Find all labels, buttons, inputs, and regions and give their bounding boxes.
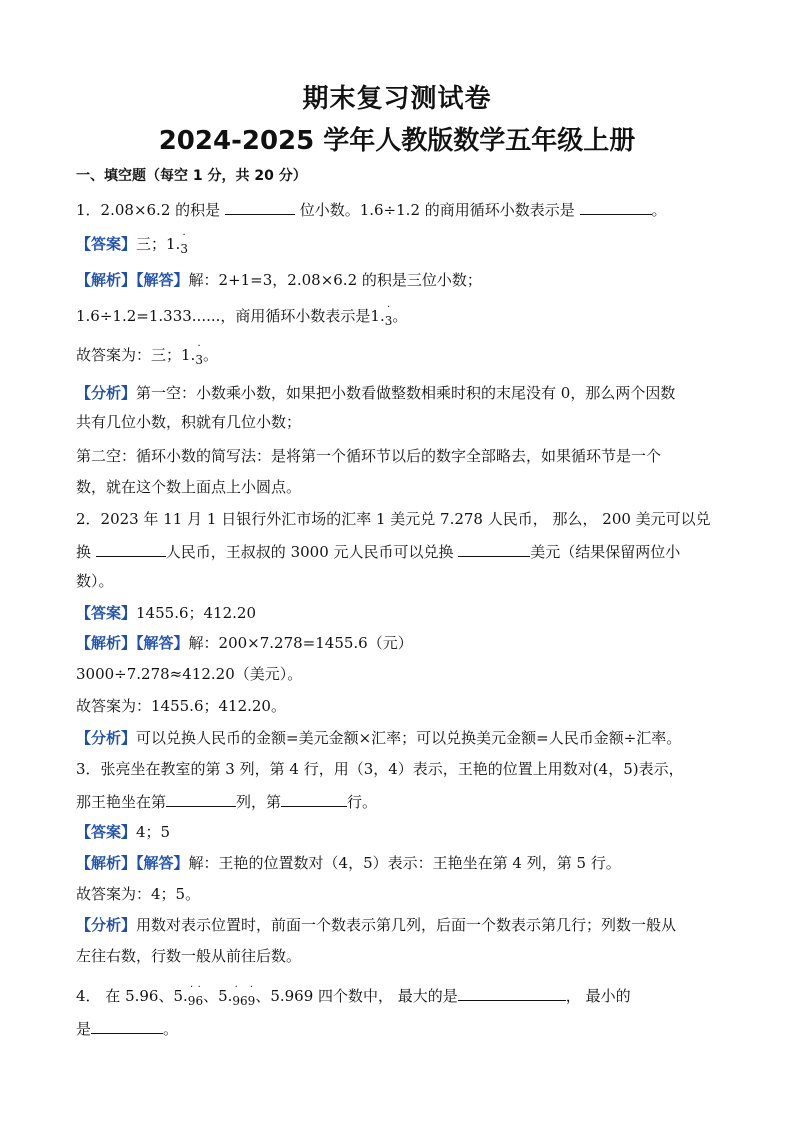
q1-answer: 【答案】三；1. · 3: [76, 234, 726, 255]
repeating-digit: · 3: [180, 230, 188, 256]
q1-analysis-2: 共有几位小数，积就有几位小数；: [76, 413, 302, 431]
q4-blank-1[interactable]: [458, 984, 566, 1001]
q2-solution-1: 【解析】【解答】解：200×7.278=1455.6（元）: [76, 634, 413, 652]
q3-analysis-1: 【分析】用数对表示位置时，前面一个数表示第几列，后面一个数表示第几行；列数一般从: [76, 916, 677, 934]
q3-answer: 【答案】4；5: [76, 823, 171, 841]
page-subtitle: 2024-2025 学年人教版数学五年级上册: [158, 126, 636, 156]
repeat-dot-icon: ·: [249, 982, 254, 993]
q2-stem-3: 数）。: [76, 572, 114, 590]
repeat-dot-icon: ·: [197, 982, 201, 993]
q3-blank-2[interactable]: [281, 790, 347, 807]
q2-answer: 【答案】1455.6；412.20: [76, 604, 256, 622]
section-heading: 一、填空题（每空 1 分，共 20 分）: [76, 168, 307, 184]
repeat-dot-icon: ·: [182, 230, 186, 241]
repeat-dot-icon: ·: [386, 302, 391, 313]
q3-blank-1[interactable]: [166, 790, 236, 807]
q1-solution-2: 1.6÷1.2=1.333......，商用循环小数表示是1. · 3。: [76, 306, 726, 327]
q3-analysis-2: 左往右数，行数一般从前往后数。: [76, 947, 302, 965]
q2-analysis: 【分析】可以兑换人民币的金额=美元金额×汇率；可以兑换美元金额=人民币金额÷汇率。: [76, 729, 682, 747]
q3-solution-2: 故答案为：4；5。: [76, 885, 201, 903]
repeat-dot-icon: ·: [197, 341, 201, 352]
repeat-dot-icon: ·: [190, 982, 194, 993]
q1-solution-1: 【解析】【解答】解：2+1=3，2.08×6.2 的积是三位小数；: [76, 271, 482, 289]
q4-stem-2: 是 。: [76, 1017, 726, 1039]
q2-stem-2: 换 人民币，王叔叔的 3000 元人民币可以兑换 美元（结果保留两位小: [76, 540, 726, 562]
q2-blank-2[interactable]: [458, 540, 530, 557]
repeating-digit: · 3: [384, 302, 393, 328]
q2-stem-1: 2．2023 年 11 月 1 日银行外汇市场的汇率 1 美元兑 7.278 人民币， 那么， 200 美元可以兑: [76, 510, 711, 528]
q2-blank-1[interactable]: [96, 540, 166, 557]
q3-stem-2: 那王艳坐在第 列，第 行。: [76, 790, 726, 812]
q3-stem-1: 3．张亮坐在教室的第 3 列，第 4 行，用（3，4）表示，王艳的位置上用数对(4，5)表示，: [76, 760, 684, 778]
q4-blank-2[interactable]: [91, 1017, 163, 1034]
q1-solution-3: 故答案为：三；1. · 3。: [76, 345, 726, 366]
repeating-digit: · 3: [195, 341, 203, 367]
q3-solution-1: 【解析】【解答】解：王艳的位置数对（4，5）表示：王艳坐在第 4 列，第 5 行。: [76, 854, 621, 872]
q1-stem: 1．2.08×6.2 的积是 位小数。1.6÷1.2 的商用循环小数表示是 。: [76, 198, 726, 220]
q1-analysis-3: 第二空：循环小数的简写法：是将第一个循环节以后的数字全部略去，如果循环节是一个: [76, 447, 662, 465]
repeat-dot-icon: ·: [234, 982, 238, 993]
q1-analysis-4: 数，就在这个数上面点上小圆点。: [76, 478, 302, 496]
q4-stem-1: 4． 在 5.96、5. · 9 · 6、5. · $9_6$ · 9、5.969 四个数中， 最大的是 ， 最小的: [76, 982, 631, 1008]
page-title: 期末复习测试卷: [302, 84, 492, 114]
q1-blank-2[interactable]: [580, 198, 652, 215]
q2-solution-2: 3000÷7.278≈412.20（美元）。: [76, 665, 303, 683]
q2-solution-3: 故答案为：1455.6；412.20。: [76, 697, 286, 715]
q1-analysis-1: 【分析】第一空：小数乘小数，如果把小数看做整数相乘时积的末尾没有 0，那么两个因数: [76, 384, 676, 402]
q1-blank-1[interactable]: [225, 198, 295, 215]
